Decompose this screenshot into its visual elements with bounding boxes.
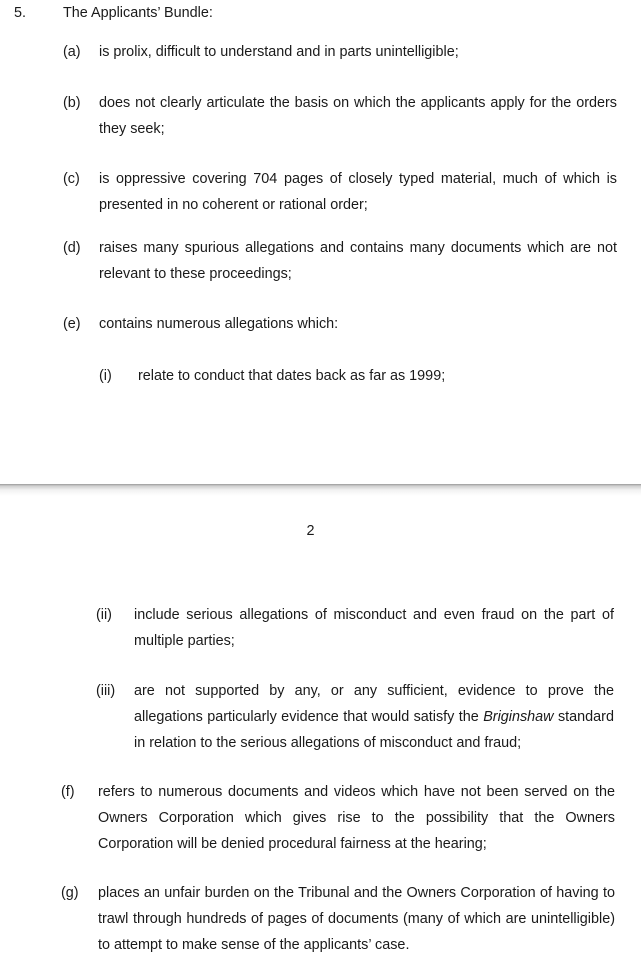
item-text-b: does not clearly articulate the basis on which the applicants apply for the orders they seek;	[99, 95, 617, 137]
page-break	[0, 484, 641, 496]
item-text-c: is oppressive covering 704 pages of closely typed material, much of which is presented in no coherent or rational order;	[99, 171, 617, 213]
item-label-f: (f)	[61, 784, 75, 800]
item-label-b: (b)	[63, 95, 81, 111]
item-text-g: places an unfair burden on the Tribunal and the Owners Corporation of having to trawl through hundreds of pages of documents (many of which are unintelligible) to attempt to make sense of the applicants’ case.	[98, 885, 615, 953]
subitem-text-ii: include serious allegations of misconduct and even fraud on the part of multiple parties;	[134, 607, 614, 649]
subitem-text-iii-a: are not supported by any, or any sufficient, evidence to prove the allegations particularly evidence that would satisfy the	[134, 683, 614, 725]
item-text-f: refers to numerous documents and videos which have not been served on the Owners Corporation which gives rise to the possibility that the Owners Corporation will be denied procedural fairness at the hearing;	[98, 784, 615, 852]
item-text-a: is prolix, difficult to understand and in parts unintelligible;	[99, 44, 459, 60]
item-label-g: (g)	[61, 885, 79, 901]
subitem-text-i: relate to conduct that dates back as far as 1999;	[138, 368, 446, 384]
page-number: 2	[306, 523, 315, 539]
item-text-d: raises many spurious allegations and contains many documents which are not relevant to these proceedings;	[99, 240, 617, 282]
paragraph-heading: The Applicants’ Bundle:	[63, 5, 213, 21]
item-label-d: (d)	[63, 240, 81, 256]
subitem-text-iii	[134, 678, 614, 756]
item-label-c: (c)	[63, 171, 80, 187]
item-label-e: (e)	[63, 316, 81, 332]
subitem-label-i: (i)	[99, 368, 112, 384]
subitem-text-iii-b: standard in relation to the serious allegations of misconduct and fraud;	[134, 709, 614, 751]
subitem-label-ii: (ii)	[96, 607, 112, 623]
item-label-a: (a)	[63, 44, 81, 60]
item-text-e: contains numerous allegations which:	[99, 316, 339, 332]
briginshaw-term: Briginshaw	[483, 709, 554, 725]
subitem-label-iii: (iii)	[96, 683, 116, 699]
paragraph-number: 5.	[14, 5, 27, 21]
document-page-2	[0, 496, 641, 963]
